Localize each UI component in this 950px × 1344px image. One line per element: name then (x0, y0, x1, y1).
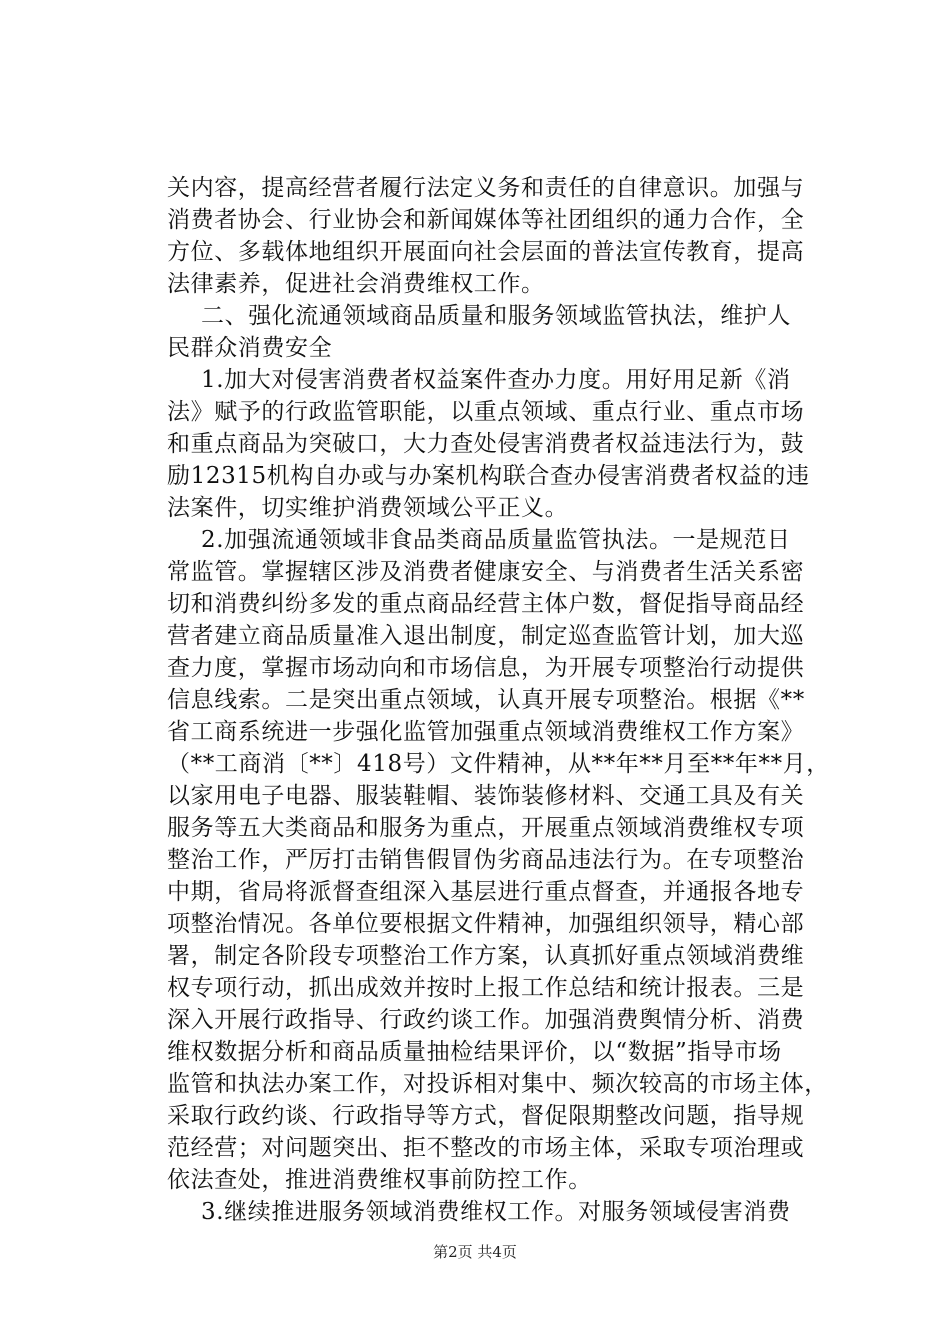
document-body (167, 172, 837, 1228)
section-heading-line: 二、强化流通领域商品质量和服务领域监管执法，维护人 (201, 303, 791, 329)
text-line: 范经营；对问题突出、拒不整改的市场主体，采取专项治理或 (167, 1135, 805, 1161)
text-line: 采取行政约谈、行政指导等方式，督促限期整改问题，指导规 (167, 1103, 805, 1129)
text-line: 关内容，提高经营者履行法定义务和责任的自律意识。加强与 (167, 175, 805, 201)
text-line: 1.加大对侵害消费者权益案件查办力度。用好用足新《消 (201, 367, 791, 393)
text-line: 法》赋予的行政监管职能，以重点领域、重点行业、重点市场 (167, 399, 805, 425)
text-line: 监管和执法办案工作，对投诉相对集中、频次较高的市场主体， (167, 1071, 828, 1097)
text-line: 深入开展行政指导、行政约谈工作。加强消费舆情分析、消费 (167, 1007, 805, 1033)
text-line: 整治工作，严厉打击销售假冒伪劣商品违法行为。在专项整治 (167, 847, 805, 873)
text-line: 切和消费纠纷多发的重点商品经营主体户数，督促指导商品经 (167, 591, 805, 617)
text-line: 法律素养，促进社会消费维权工作。 (167, 271, 545, 297)
text-line: 2.加强流通领域非食品类商品质量监管执法。一是规范日 (201, 527, 791, 553)
text-line: 消费者协会、行业协会和新闻媒体等社团组织的通力合作，全 (167, 207, 805, 233)
text-line: 查力度，掌握市场动向和市场信息，为开展专项整治行动提供 (167, 655, 805, 681)
text-line: 依法查处，推进消费维权事前防控工作。 (167, 1167, 592, 1193)
text-line: 常监管。掌握辖区涉及消费者健康安全、与消费者生活关系密 (167, 559, 805, 585)
page-footer: 第2页 共4页 (433, 1243, 517, 1261)
text-line: 方位、多载体地组织开展面向社会层面的普法宣传教育，提高 (167, 239, 805, 265)
text-line: 法案件，切实维护消费领域公平正义。 (167, 495, 569, 521)
text-line: 以家用电子电器、服装鞋帽、装饰装修材料、交通工具及有关 (167, 783, 805, 809)
text-line: （**工商消〔**〕418号）文件精神，从**年**月至**年**月， (167, 751, 830, 777)
section-heading-line: 民群众消费安全 (167, 335, 333, 361)
text-line: 3.继续推进服务领域消费维权工作。对服务领域侵害消费 (201, 1199, 791, 1225)
text-line: 和重点商品为突破口，大力查处侵害消费者权益违法行为，鼓 (167, 431, 805, 457)
text-line: 励12315机构自办或与办案机构联合查办侵害消费者权益的违 (167, 463, 810, 489)
text-line: 信息线索。二是突出重点领域，认真开展专项整治。根据《** (167, 687, 805, 713)
text-line: 维权数据分析和商品质量抽检结果评价，以“数据”指导市场 (167, 1039, 782, 1065)
text-line: 中期，省局将派督查组深入基层进行重点督查，并通报各地专 (167, 879, 805, 905)
text-line: 项整治情况。各单位要根据文件精神，加强组织领导，精心部 (167, 911, 805, 937)
text-line: 权专项行动，抓出成效并按时上报工作总结和统计报表。三是 (167, 975, 805, 1001)
text-line: 营者建立商品质量准入退出制度，制定巡查监管计划，加大巡 (167, 623, 805, 649)
text-line: 服务等五大类商品和服务为重点，开展重点领域消费维权专项 (167, 815, 805, 841)
text-line: 署，制定各阶段专项整治工作方案，认真抓好重点领域消费维 (167, 943, 805, 969)
text-line: 省工商系统进一步强化监管加强重点领域消费维权工作方案》 (167, 719, 805, 745)
